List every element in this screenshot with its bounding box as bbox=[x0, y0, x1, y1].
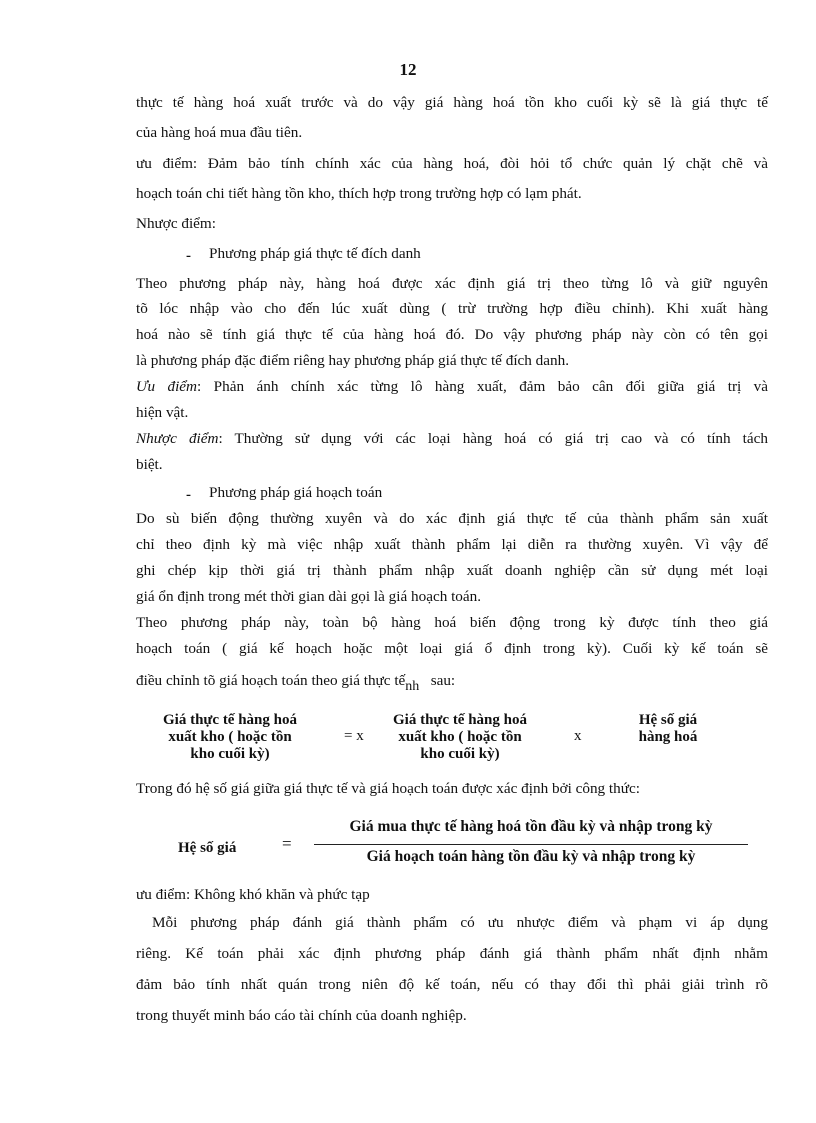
paragraph-line: hoạch toán ( giá kế hoạch hoặc một loại giá ổ định trong kỳ). Cuối kỳ kế toán sẽ bbox=[136, 640, 768, 657]
text-run: điều chỉnh tõ giá hoạch toán theo giá thực tế bbox=[136, 672, 406, 689]
paragraph-line: hiện vật. bbox=[136, 404, 189, 421]
page-number: 12 bbox=[399, 60, 417, 79]
formula1-equals: = x bbox=[344, 728, 364, 744]
paragraph-line bbox=[136, 378, 768, 396]
paragraph-line: Theo phương pháp này, toàn bộ hàng hoá biến động trong kỳ được tính theo giá bbox=[136, 614, 768, 631]
paragraph-line: của hàng hoá mua đầu tiên. bbox=[136, 124, 303, 141]
formula-text: xuất kho ( hoặc tồn bbox=[168, 729, 292, 745]
bullet-dash-icon: - bbox=[186, 487, 191, 503]
paragraph-line: thực tế hàng hoá xuất trước và do vậy giá hàng hoá tồn kho cuối kỳ sẽ là giá thực tế bbox=[136, 94, 768, 111]
formula1-left bbox=[140, 712, 320, 763]
bullet-item-dich-danh: Phương pháp giá thực tế đích danh bbox=[209, 245, 421, 262]
paragraph-line: ưu điểm: Không khó khăn và phức tạp bbox=[136, 886, 370, 903]
formula-text: hàng hoá bbox=[638, 729, 698, 745]
paragraph-line bbox=[136, 430, 768, 448]
formula1-times: x bbox=[574, 728, 582, 744]
paragraph-line: chỉ theo định kỳ mà việc nhập xuất thành phẩm lại diễn ra thường xuyên. Vì vậy để bbox=[136, 536, 768, 553]
paragraph-line bbox=[136, 672, 456, 694]
paragraph-line: ưu điểm: Đảm bảo tính chính xác của hàng hoá, đòi hỏi tổ chức quản lý chặt chẽ và bbox=[136, 155, 768, 172]
paragraph-line: ghi chép kịp thời giá trị thành phẩm nhập xuất doanh nghiệp cần sử dụng mét loại bbox=[136, 562, 768, 579]
formula-text: kho cuối kỳ) bbox=[190, 746, 270, 762]
formula2-label: Hệ số giá bbox=[178, 840, 237, 856]
paragraph-line: biệt. bbox=[136, 456, 163, 473]
formula-text: kho cuối kỳ) bbox=[420, 746, 500, 762]
uu-diem-text: : Phản ánh chính xác từng lô hàng xuất, đảm bảo cân đối giữa giá trị và bbox=[197, 378, 768, 395]
paragraph-line: Theo phương pháp này, hàng hoá được xác định giá trị theo từng lô và giữ nguyên bbox=[136, 275, 768, 292]
formula1-right bbox=[608, 712, 728, 746]
paragraph-line: là phương pháp đặc điểm riêng hay phương pháp giá thực tế đích danh. bbox=[136, 352, 569, 369]
formula2-denominator: Giá hoạch toán hàng tồn đầu kỳ và nhập trong kỳ bbox=[366, 848, 696, 865]
paragraph-line: riêng. Kế toán phải xác định phương pháp đánh giá thành phẩm nhất định nhằm bbox=[136, 945, 768, 962]
paragraph-line: đảm bảo tính nhất quán trong niên độ kế toán, nếu có thay đổi thì phải giải trình rõ bbox=[136, 976, 768, 993]
bullet-dash-icon: - bbox=[186, 248, 191, 264]
uu-diem-label: Ưu điểm bbox=[136, 378, 198, 395]
formula-text: Giá thực tế hàng hoá bbox=[392, 712, 527, 728]
heading-nhuoc-diem: Nhược điểm: bbox=[136, 215, 216, 232]
paragraph-line: hoạch toán chi tiết hàng tồn kho, thích hợp trong trường hợp có lạm phát. bbox=[136, 185, 582, 202]
paragraph-line: Mỗi phương pháp đánh giá thành phẩm có ưu nhược điểm và phạm vi áp dụng bbox=[152, 914, 768, 931]
paragraph-line: Trong đó hệ số giá giữa giá thực tế và giá hoạch toán được xác định bởi công thức: bbox=[136, 780, 640, 797]
formula-text: Hệ số giá bbox=[638, 712, 698, 728]
paragraph-line: giá ổn định trong mét thời gian dài gọi là giá hoạch toán. bbox=[136, 588, 482, 605]
paragraph-line: tõ lóc nhập vào cho đến lúc xuất dùng ( trừ trường hợp điều chỉnh). Khi xuất hàng bbox=[136, 300, 768, 317]
text-run: sau: bbox=[430, 672, 456, 689]
formula-text: xuất kho ( hoặc tồn bbox=[398, 729, 522, 745]
formula-text: Giá thực tế hàng hoá bbox=[162, 712, 297, 728]
paragraph-line: hoá nào sẽ tính giá thực tế của hàng hoá đó. Do vậy phương pháp này còn có tên gọi bbox=[136, 326, 768, 343]
fraction-bar bbox=[314, 844, 748, 845]
subscript-text: nh bbox=[405, 679, 420, 694]
bullet-item-hoach-toan: Phương pháp giá hoạch toán bbox=[209, 484, 383, 501]
paragraph-line: Do sù biến động thường xuyên và do xác định giá thực tế của thành phẩm sản xuất bbox=[136, 510, 768, 527]
nhuoc-diem-text: : Thường sử dụng với các loại hàng hoá có giá trị cao và có tính tách bbox=[218, 430, 768, 447]
paragraph-line: trong thuyết minh báo cáo tài chính của doanh nghiệp. bbox=[136, 1007, 467, 1024]
formula1-middle bbox=[370, 712, 550, 763]
formula2-equals: = bbox=[282, 834, 292, 853]
nhuoc-diem-label: Nhược điểm bbox=[136, 430, 219, 447]
formula2-numerator: Giá mua thực tế hàng hoá tồn đầu kỳ và nhập trong kỳ bbox=[349, 818, 713, 835]
